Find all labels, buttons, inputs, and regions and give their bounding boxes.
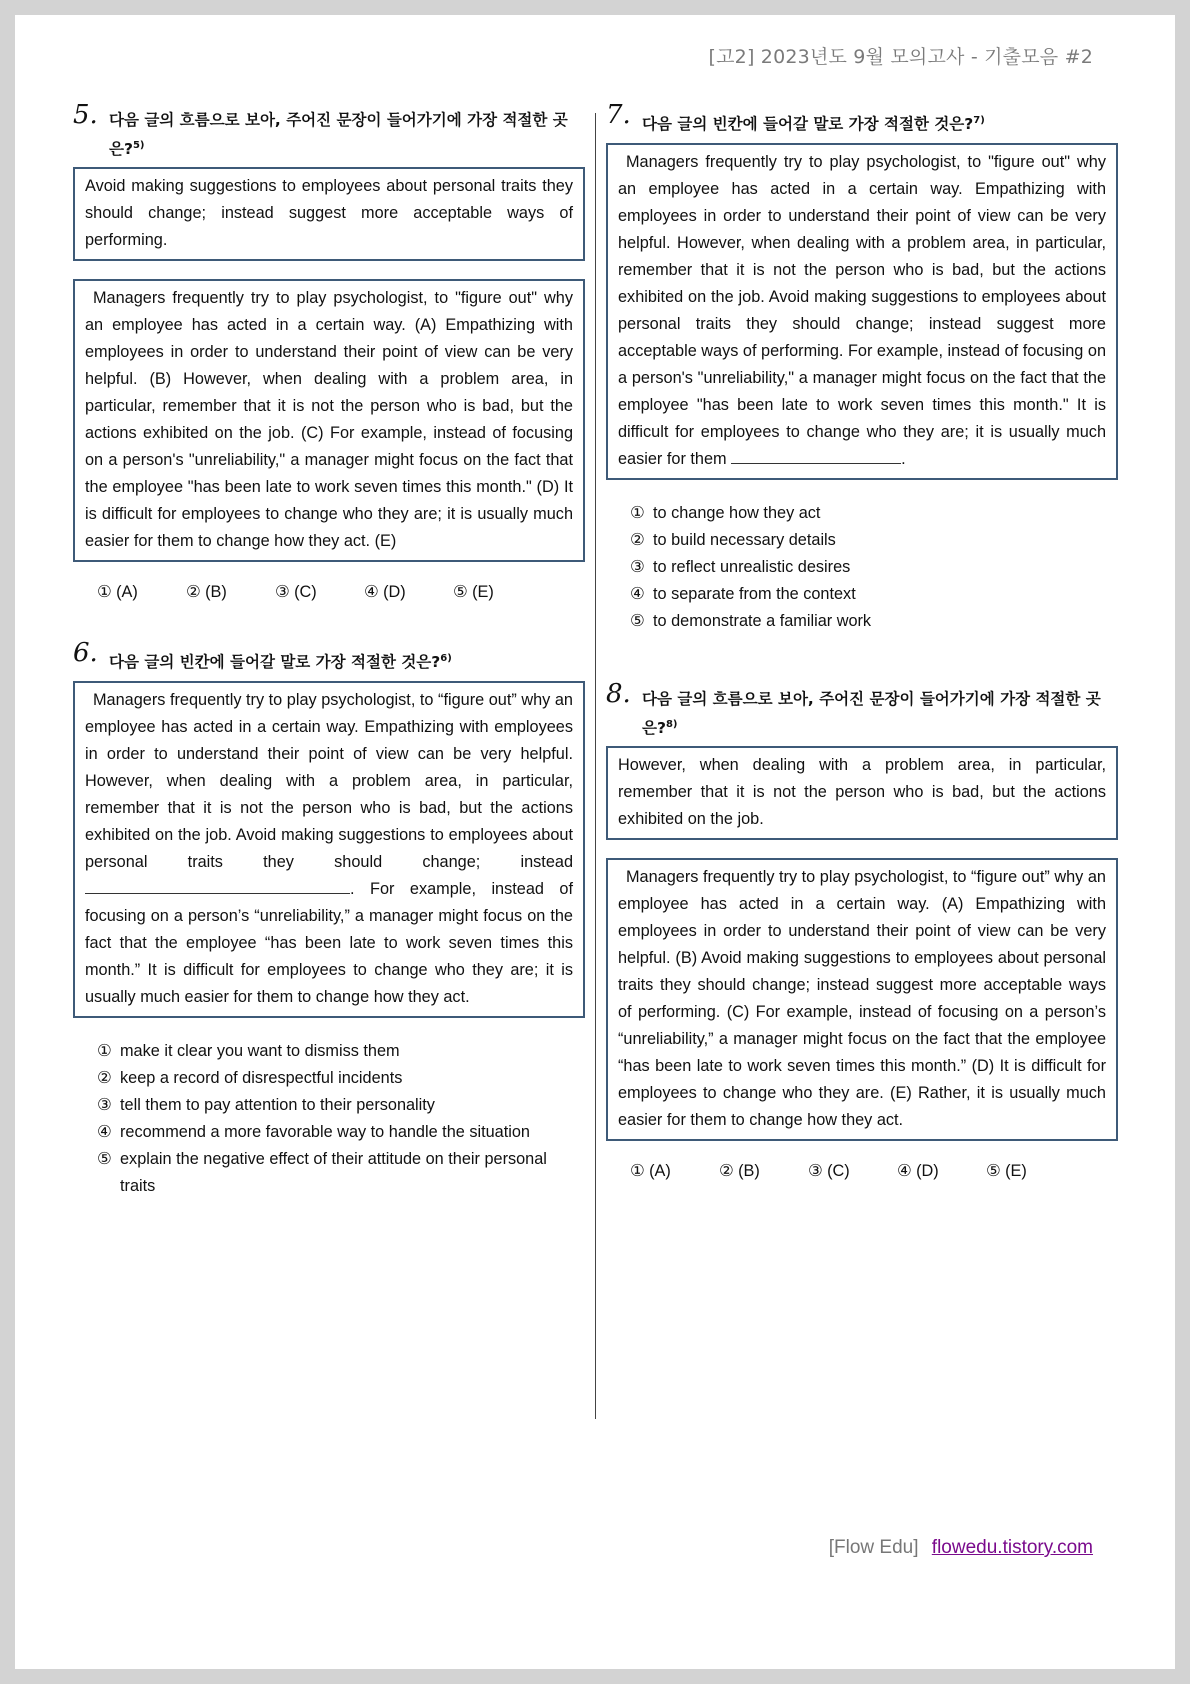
choice-3[interactable] [630, 554, 1118, 581]
choice-text: to demonstrate a familiar work [653, 612, 872, 631]
choice-number: ④ [630, 585, 645, 604]
choice-5[interactable] [97, 1146, 580, 1200]
given-sentence-box: Avoid making suggestions to employees about personal traits they should change; instead suggest more acceptable ways of performing. [73, 167, 585, 261]
choice-number: ⑤ [630, 612, 645, 631]
choice-number: ① [97, 1042, 112, 1061]
answer-choices [606, 1161, 1118, 1181]
choice-number: ① [630, 504, 645, 523]
choice-2[interactable] [97, 1065, 585, 1092]
choice-4[interactable] [630, 581, 1118, 608]
worksheet-page [15, 15, 1175, 1669]
choice-5[interactable]: ⑤ (E) [453, 583, 494, 602]
right-column [606, 100, 1118, 1181]
choice-text: tell them to pay attention to their personality [120, 1096, 435, 1115]
passage-box [606, 143, 1118, 480]
question-prompt: 다음 글의 흐름으로 보아, 주어진 문장이 들어가기에 가장 적절한 곳은? [642, 690, 1101, 738]
given-sentence-box: However, when dealing with a problem area, in particular, remember that it is not the person who is bad, but the actions exhibited on the job. [606, 746, 1118, 840]
choice-number: ④ [97, 1123, 112, 1142]
question-6-header [73, 638, 585, 675]
choice-5[interactable] [630, 608, 1118, 635]
choice-2[interactable] [630, 527, 1118, 554]
choice-number: ② [630, 531, 645, 550]
answer-choices [606, 500, 1118, 635]
choice-text: to build necessary details [653, 531, 836, 550]
choice-1[interactable]: ① (A) [630, 1162, 671, 1181]
passage-box [73, 681, 585, 1018]
choice-text: make it clear you want to dismiss them [120, 1042, 400, 1061]
choice-3[interactable]: ③ (C) [808, 1162, 850, 1181]
question-number: 8. [606, 679, 631, 710]
choice-3[interactable]: ③ (C) [275, 583, 317, 602]
choice-text: recommend a more favorable way to handle the situation [120, 1123, 530, 1142]
choice-text: keep a record of disrespectful incidents [120, 1069, 403, 1088]
passage-text-after-blank: . [901, 450, 906, 469]
choice-text: to change how they act [653, 504, 821, 523]
choice-number: ⑤ [97, 1150, 112, 1169]
footer-link[interactable]: flowedu.tistory.com [931, 1537, 1093, 1558]
question-5-header [73, 100, 585, 162]
answer-blank [85, 879, 350, 894]
question-6 [73, 638, 585, 1200]
choice-text: to separate from the context [653, 585, 856, 604]
passage-box: Managers frequently try to play psychologist, to “figure out” why an employee has acted in a certain way. (A) Empathizing with employees in order to understand their point of view can be very helpful. (B) Avoid making suggestions to employees about personal traits they should change; instead suggest more acceptable ways of performing. (C) For example, instead of focusing on a person’s “unreliability,” a manager might focus on the fact that the employee “has been late to work seven times this month.” (D) It is difficult for employees to change who they are. (E) Rather, it is usually much easier for them to change how they act. [606, 858, 1118, 1141]
footnote-marker: 6) [440, 653, 452, 665]
choice-3[interactable] [97, 1092, 585, 1119]
choice-4[interactable]: ④ (D) [897, 1162, 939, 1181]
choice-1[interactable] [630, 500, 1118, 527]
footnote-marker: 5) [132, 140, 145, 151]
choice-5[interactable]: ⑤ (E) [986, 1162, 1027, 1181]
passage-text-after-blank: . For example, instead of focusing on a person’s “unreliability,” a manager might focus on the fact that the employee “has been late to work seven times this month.” It is difficult for employees to change who they are; it is usually much easier for them to change how they act. [85, 880, 573, 1007]
question-8 [606, 679, 1118, 1181]
left-column [73, 100, 585, 1200]
page-header-title: [고2] 2023년도 9월 모의고사 - 기출모음 #2 [708, 46, 1093, 68]
question-8-header [606, 679, 1118, 741]
answer-choices [73, 1038, 585, 1200]
question-prompt: 다음 글의 빈칸에 들어갈 말로 가장 적절한 것은? [109, 653, 441, 672]
question-prompt: 다음 글의 흐름으로 보아, 주어진 문장이 들어가기에 가장 적절한 곳은? [109, 111, 568, 159]
choice-4[interactable] [97, 1119, 540, 1146]
choice-number: ③ [97, 1096, 112, 1115]
choice-4[interactable]: ④ (D) [364, 583, 406, 602]
passage-text-before-blank: Managers frequently try to play psychologist, to "figure out" why an employee has acted in a certain way. Empathizing with employees in order to understand their point of view can be very helpful. However, when dealing with a problem area, in particular, remember that it is not the person who is bad, but the actions exhibited on the job. Avoid making suggestions to employees about personal traits they should change; instead suggest more acceptable ways of performing. For example, instead of focusing on a person's "unreliability," a manager might focus on the fact that the employee "has been late to work seven times this month." It is difficult for employees to change who they are; it is usually much easier for them [618, 153, 1106, 469]
question-7-header [606, 100, 1118, 137]
answer-blank [731, 449, 901, 464]
choice-1[interactable]: ① (A) [97, 583, 138, 602]
footnote-marker: 8) [665, 719, 678, 731]
question-number: 5. [73, 100, 98, 130]
passage-box: Managers frequently try to play psychologist, to "figure out" why an employee has acted in a certain way. (A) Empathizing with employees in order to understand their point of view can be very helpful. (B) However, when dealing with a problem area, in particular, remember that it is not the person who is bad, but the actions exhibited on the job. (C) For example, instead of focusing on a person's "unreliability," a manager might focus on the fact that the employee "has been late to work seven times this month." (D) It is difficult for employees to change who they are; it is usually much easier for them to change how they act. (E) [73, 279, 585, 562]
choice-number: ③ [630, 558, 645, 577]
question-5 [73, 100, 585, 602]
choice-text: to reflect unrealistic desires [653, 558, 851, 577]
question-number: 7. [606, 100, 631, 130]
answer-choices [73, 582, 585, 602]
choice-number: ② [97, 1069, 112, 1088]
page-footer [829, 1537, 1093, 1559]
choice-1[interactable] [97, 1038, 585, 1065]
choice-2[interactable]: ② (B) [186, 583, 227, 602]
question-prompt: 다음 글의 빈칸에 들어갈 말로 가장 적절한 것은? [642, 115, 974, 134]
choice-2[interactable]: ② (B) [719, 1162, 760, 1181]
footnote-marker: 7) [973, 115, 985, 126]
footer-brand: [Flow Edu] [828, 1537, 919, 1558]
question-7 [606, 100, 1118, 635]
choice-text: explain the negative effect of their attitude on their personal traits [120, 1150, 547, 1196]
passage-text-before-blank: Managers frequently try to play psychologist, to “figure out” why an employee has acted in a certain way. Empathizing with employees in order to understand their point of view can be very helpful. However, when dealing with a problem area, in particular, remember that it is not the person who is bad, but the actions exhibited on the job. Avoid making suggestions to employees about personal traits they should change; instead [85, 691, 573, 872]
column-divider [595, 113, 596, 1419]
question-number: 6. [73, 638, 98, 669]
